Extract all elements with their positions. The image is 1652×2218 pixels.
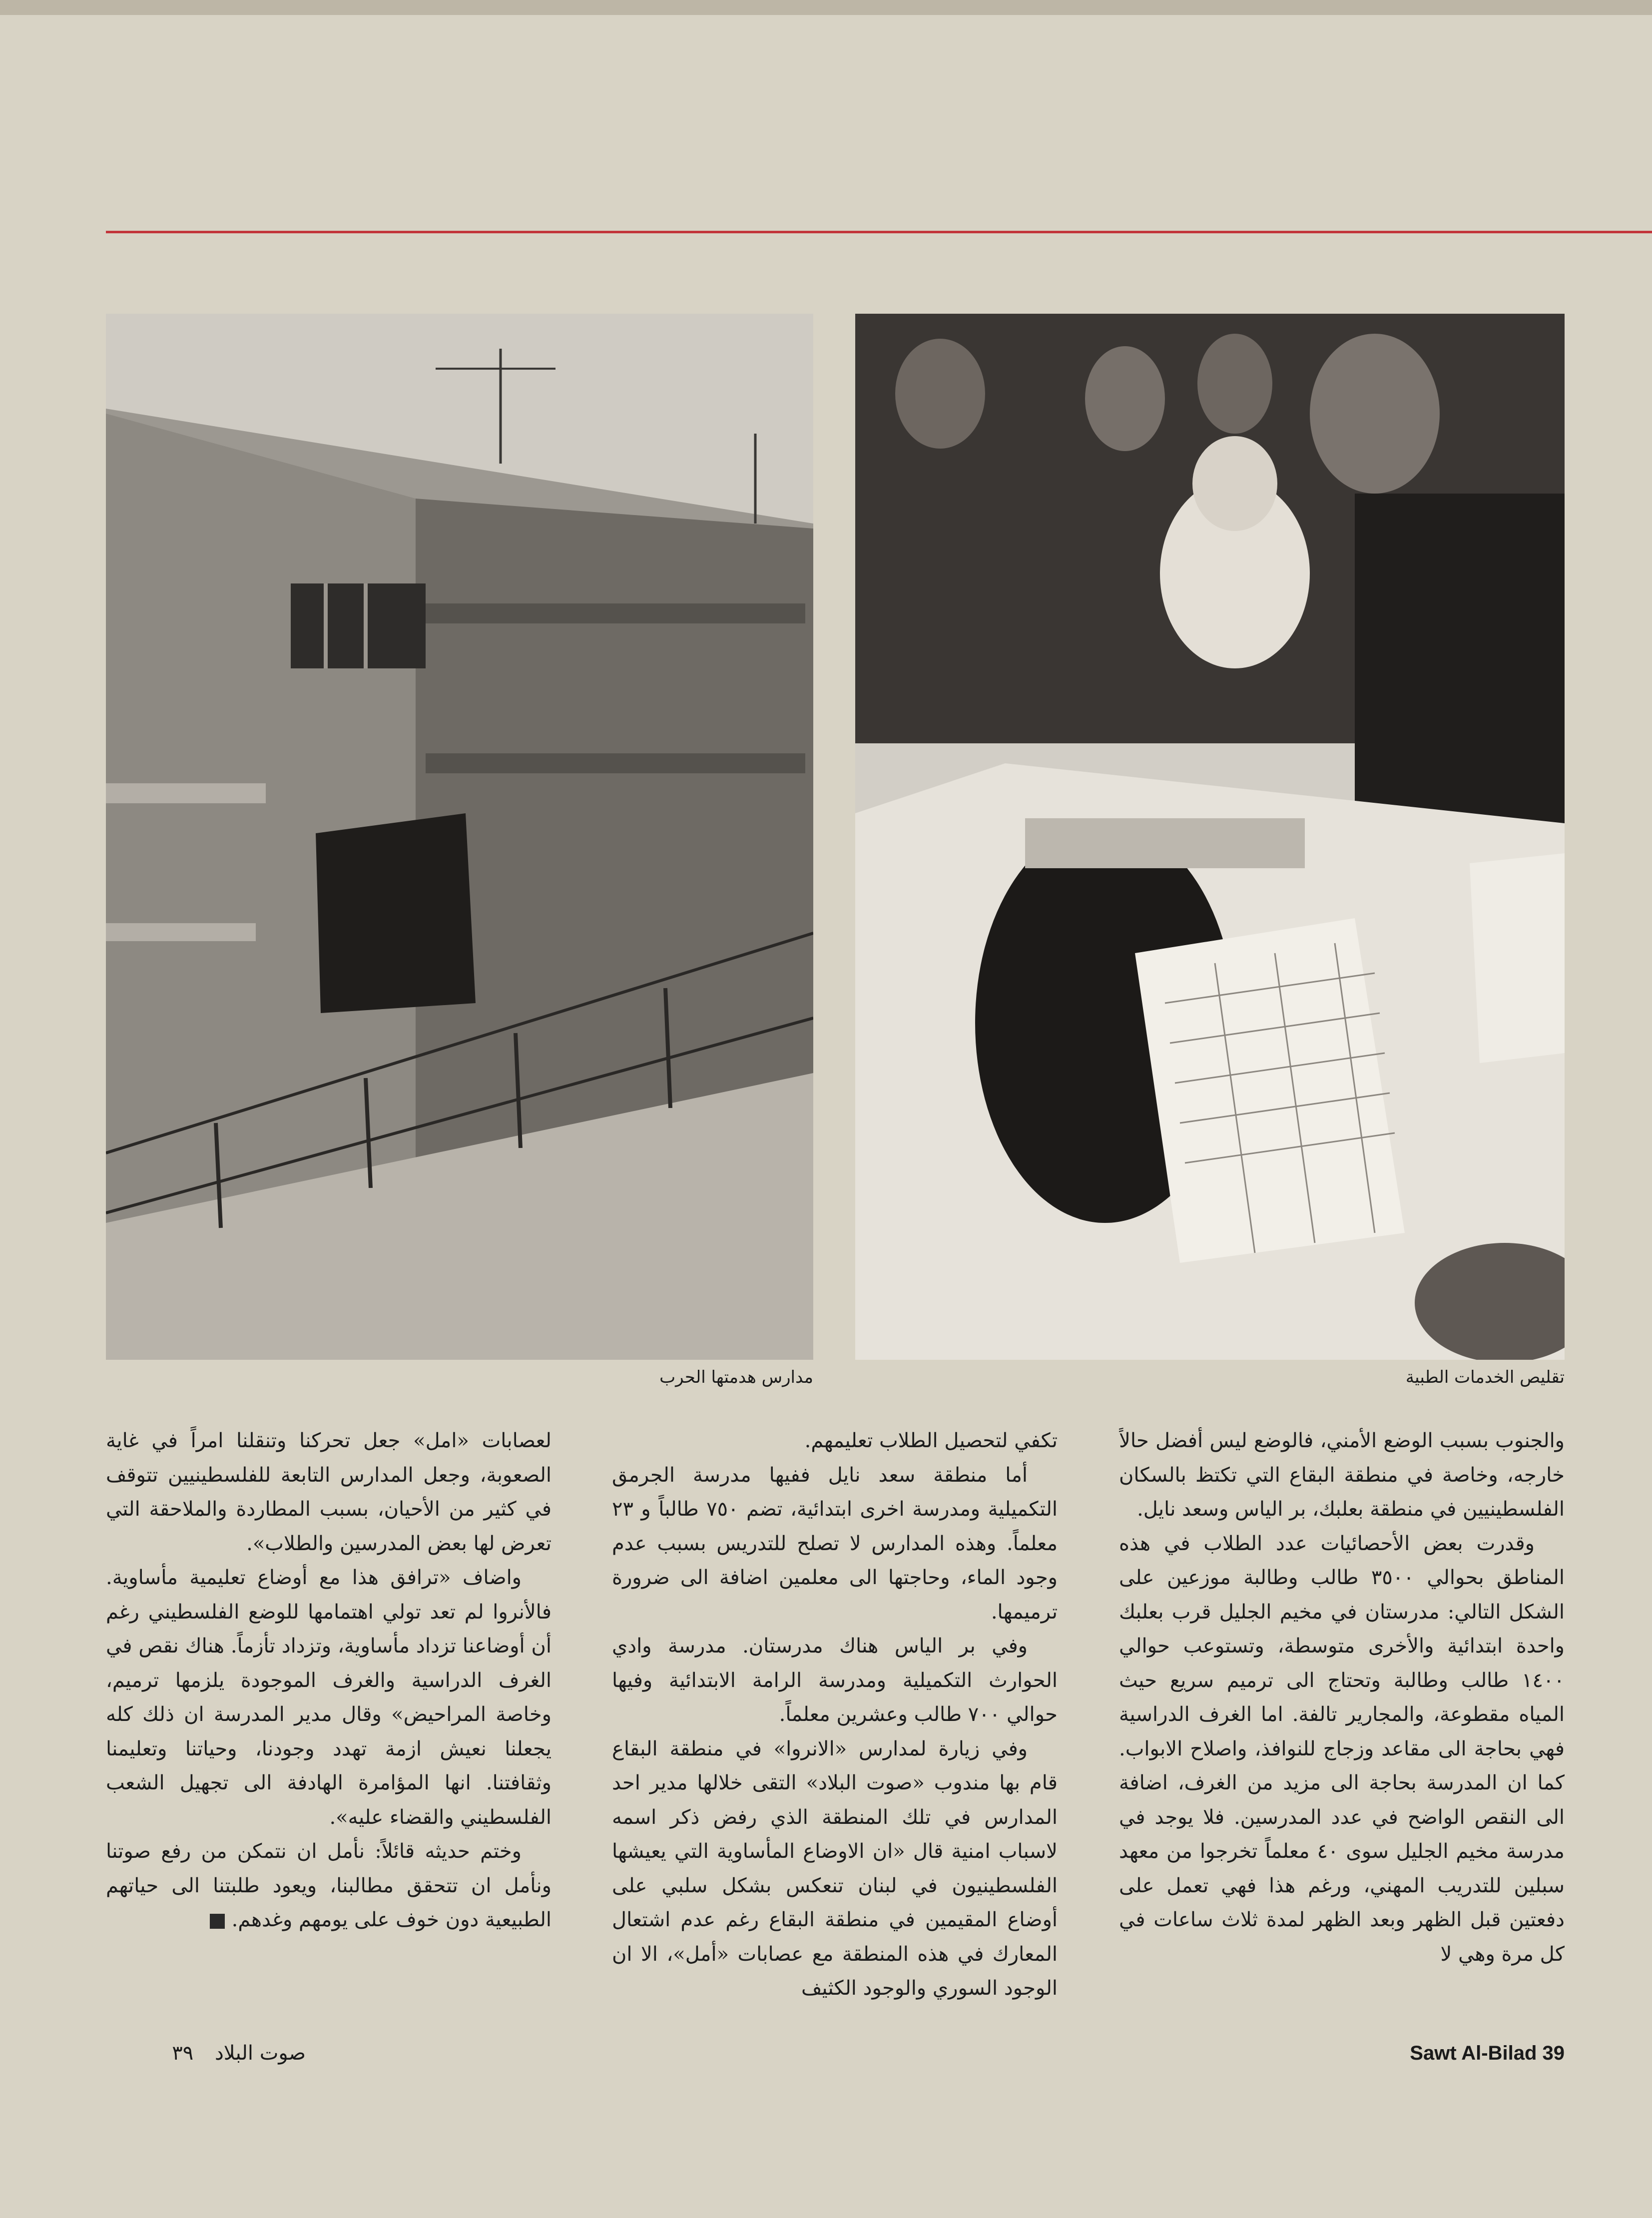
paragraph: واضاف «ترافق هذا مع أوضاع تعليمية مأساوية. فالأنروا لم تعد تولي اهتمامها للوضع الفلسطيني رغم أن أوضاعنا تزداد مأساوية، وتزداد تأزماً. هناك نقص في الغرف الدراسية والغرف الموجودة يلزمها ترميم، وخاصة المراحيض» وقال مدير المدرسة ان ذلك كله يجعلنا نعيش ازمة تهدد وجودنا، وحياتنا وتعليمنا وثقافتنا. انها المؤامرة الهادفة الى تجهيل الشعب الفلسطيني والقضاء عليه». [106,1566,551,1829]
paragraph: تكفي لتحصيل الطلاب تعليمهم. [804,1429,1058,1452]
footer-folio-arabic [106,2038,306,2068]
end-of-article-mark [210,1914,225,1929]
caption-damaged-schools: مدارس هدمتها الحرب [659,1367,813,1387]
article-column-middle [612,1424,1058,2023]
damaged-building-image [106,314,813,1360]
paragraph: وفي بر الياس هناك مدرستان. مدرسة وادي الحوارث التكميلية ومدرسة الرامة الابتدائية وفيها حوالي ٧٠٠ طالب وعشرين معلماً. [612,1635,1058,1726]
footer-page-number: ٣٩ [172,2042,194,2065]
paragraph: وفي زيارة لمدارس «الانروا» في منطقة البقاع قام بها مندوب «صوت البلاد» التقى خلالها مدير احد المدارس في تلك المنطقة الذي رفض ذكر اسمه لاسباب امنية قال «ان الاوضاع المأساوية التي يعيشها الفلسطينيون في لبنان تنعكس بشكل سلبي على أوضاع المقيمين في منطقة البقاع رغم عدم اشتعال المعارك في هذه المنطقة مع عصابات «أمل»، الا ان الوجود السوري والوجود الكثيف [612,1737,1058,2000]
photo-medical-clinic [855,314,1565,1360]
footer-magazine-title: صوت البلاد [214,2042,306,2065]
article-column-right [1119,1424,1565,2023]
caption-medical-services: تقليص الخدمات الطبية [1405,1367,1565,1387]
paragraph: أما منطقة سعد نايل ففيها مدرسة الجرمق التكميلية ومدرسة اخرى ابتدائية، تضم ٧٥٠ طالباً و ٢٣ معلماً. وهذه المدارس لا تصلح للتدريس بسبب عدم وجود الماء، وحاجتها الى معلمين اضافة الى ضرورة ترميمها. [612,1463,1058,1624]
paragraph: وقدرت بعض الأحصائيات عدد الطلاب في هذه المناطق بحوالي ٣٥٠٠ طالب وطالبة موزعين على الشكل التالي: مدرستان في مخيم الجليل قرب بعلبك واحدة ابتدائية والأخرى متوسطة، وتستوعب حوالي ١٤٠٠ طالب وطالبة وتحتاج الى ترميم سريع حيث المياه مقطوعة، والمجارير تالفة. اما الغرف الدراسية فهي بحاجة الى مقاعد وزجاج للنوافذ، واصلاح الابواب. كما ان المدرسة بحاجة الى مزيد من الغرف، اضافة الى النقص الواضح في عدد المدرسين. فلا يوجد في مدرسة مخيم الجليل سوى ٤٠ معلماً تخرجوا من معهد سبلين للتدريب المهني، ورغم هذا فهي تعمل على دفعتين قبل الظهر وبعد الظهر لمدة ثلاث ساعات في كل مرة وهي لا [1119,1532,1565,1966]
paragraph-text: وختم حديثه قائلاً: نأمل ان نتمكن من رفع صوتنا ونأمل ان تتحقق مطالبنا، ويعود طلبتنا الى حياتهم الطبيعية دون خوف على يومهم وغدهم. [106,1840,551,1931]
article-column-left [106,1424,551,2023]
header-rule [106,231,1652,233]
medical-clinic-image [855,314,1565,1360]
paragraph [106,1834,551,1937]
paragraph: والجنوب بسبب الوضع الأمني، فالوضع ليس أفضل حالاً خارجه، وخاصة في منطقة البقاع التي تكتظ بالسكان الفلسطينيين في منطقة بعلبك، بر الياس وسعد نايل. [1119,1429,1565,1521]
photo-damaged-building [106,314,813,1360]
scan-edge [0,0,1652,15]
paragraph: لعصابات «امل» جعل تحركنا وتنقلنا امراً في غاية الصعوبة، وجعل المدارس التابعة للفلسطينيين تتوقف في كثير من الأحيان، بسبب المطاردة والملاحقة التي تعرض لها بعض المدرسين والطلاب». [106,1429,551,1555]
footer-folio-latin: Sawt Al-Bilad 39 [1410,2042,1565,2064]
